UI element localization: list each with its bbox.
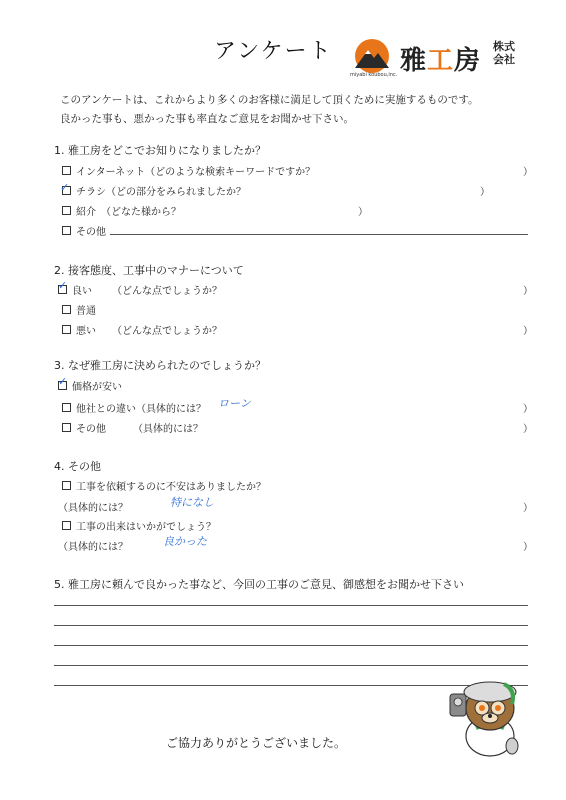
q5-answer-line <box>54 645 528 646</box>
brand-name: 雅工房 <box>400 46 482 76</box>
q1-checkbox-internet[interactable] <box>62 166 71 175</box>
q4-handwritten-answer-1: 特になし <box>170 496 214 509</box>
q4-quality-detail: （具体的には？ <box>58 542 128 553</box>
q1-checkbox-referral[interactable] <box>62 206 71 215</box>
q1-heading: 1. 雅工房をどこでお知りになりましたか？ <box>54 144 266 157</box>
q4-handwritten-answer-2: 良かった <box>163 535 207 548</box>
q5-heading: 5. 雅工房に頼んで良かった事など、今回の工事のご意見、御感想をお聞かせ下さい <box>54 578 464 591</box>
q2-option-good: 良い <box>72 286 92 297</box>
q4-option-quality: 工事の出来はいかがでしょう？ <box>76 522 216 533</box>
q2-bad-detail: （どんな点でしょうか？ <box>112 326 222 337</box>
close-paren: ） <box>523 542 533 553</box>
q3-option-price: 価格が安い <box>72 382 122 393</box>
close-paren: ） <box>480 187 490 198</box>
close-paren: ） <box>523 326 533 337</box>
close-paren: ） <box>523 404 533 415</box>
q3-option-difference: 他社との違い（具体的には？ <box>76 404 206 415</box>
intro-line-2: 良かった事も、悪かった事も率直なご意見をお聞かせ下さい。 <box>60 113 354 125</box>
q5-answer-line <box>54 665 528 666</box>
close-paren: ） <box>523 167 533 178</box>
raccoon-mascot-icon <box>446 676 526 760</box>
q3-checkbox-difference[interactable] <box>62 403 71 412</box>
close-paren: ） <box>358 207 368 218</box>
checkmark-icon: ✓ <box>58 279 68 292</box>
q4-checkbox-worry[interactable] <box>62 481 71 490</box>
q4-checkbox-quality[interactable] <box>62 521 71 530</box>
mountain-logo-icon <box>346 38 398 74</box>
q4-heading: 4. その他 <box>54 460 101 473</box>
q1-option-internet: インターネット（どのような検索キーワードですか？ <box>76 167 316 178</box>
q4-worry-detail: （具体的には？ <box>58 503 128 514</box>
brand-suffix: 株式 会社 <box>493 40 515 66</box>
intro-line-1: このアンケートは、これからより多くのお客様に満足して頂くために実施するものです。 <box>60 94 479 106</box>
q3-checkbox-other[interactable] <box>62 423 71 432</box>
q3-handwritten-answer: ローン <box>218 397 251 410</box>
q5-answer-line <box>54 605 528 606</box>
q3-option-other: その他 <box>76 424 106 435</box>
q1-option-referral: 紹介 （どなた様から？ <box>76 207 181 218</box>
q2-checkbox-bad[interactable] <box>62 325 71 334</box>
close-paren: ） <box>523 424 533 435</box>
q2-option-average: 普通 <box>76 306 96 317</box>
q4-option-worry: 工事を依頼するのに不安はありましたか？ <box>76 482 266 493</box>
survey-title: アンケート <box>214 39 333 64</box>
q2-good-detail: （どんな点でしょうか？ <box>112 286 222 297</box>
q1-other-line <box>110 234 528 235</box>
q2-checkbox-average[interactable] <box>62 305 71 314</box>
q1-option-flyer: チラシ（どの部分をみられましたか？ <box>76 187 246 198</box>
close-paren: ） <box>523 286 533 297</box>
q2-option-bad: 悪い <box>76 326 96 337</box>
thanks-message: ご協力ありがとうございました。 <box>166 736 347 750</box>
checkmark-icon: ✓ <box>58 375 68 388</box>
q2-heading: 2. 接客態度、工事中のマナーについて <box>54 264 244 277</box>
close-paren: ） <box>523 503 533 514</box>
q3-other-detail: （具体的には？ <box>133 424 203 435</box>
q5-answer-line <box>54 625 528 626</box>
checkmark-icon: ✓ <box>60 181 70 194</box>
q1-checkbox-other[interactable] <box>62 226 71 235</box>
q3-heading: 3. なぜ雅工房に決められたのでしょうか？ <box>54 359 266 372</box>
brand-roman: miyabi koubou,inc. <box>350 72 398 78</box>
q1-option-other: その他 <box>76 227 106 238</box>
